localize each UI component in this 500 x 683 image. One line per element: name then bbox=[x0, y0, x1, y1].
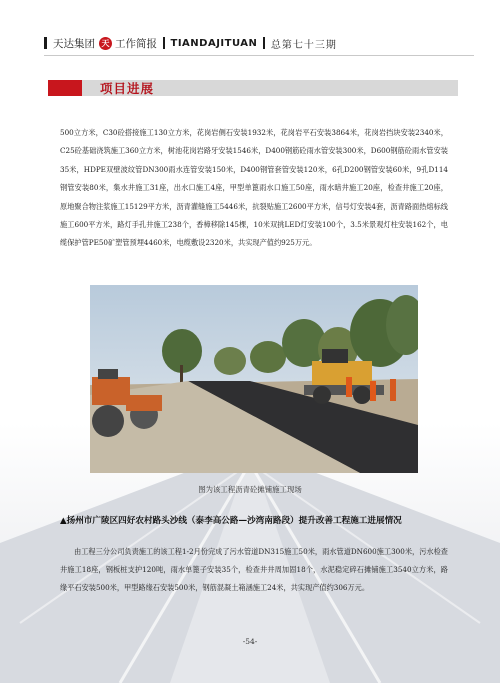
latin-name: TIANDAJITUAN bbox=[170, 37, 258, 49]
company-logo-icon: 天 bbox=[99, 37, 112, 50]
body-paragraph-2: 由工程三分公司负责施工的该工程1-2月份完成了污水管道DN315施工50米，雨水管道DN600施工300米，污水检查井施工18座，钢板桩支护120吨，雨水单篦子安装35个，检查井井周加固18个，水泥稳定碎石摊铺施工3540立方米，路缘平石安装500米，甲型路缘石安装500米，钢筋混凝土箱涵施工24米，共实现产值约306万元。 bbox=[60, 547, 448, 593]
section-tag-red-block bbox=[48, 80, 82, 96]
issue-number: 总第七十三期 bbox=[270, 39, 337, 51]
subsection-heading: ▲扬州市广陵区四好农村路头沙线（泰李高公路—沙湾南路段）提升改善工程施工进展情况 bbox=[60, 516, 402, 526]
section-title: 项目进展 bbox=[100, 81, 155, 96]
section-tag bbox=[48, 80, 458, 96]
construction-photo bbox=[90, 285, 418, 473]
publication-name: 工作简报 bbox=[115, 37, 157, 50]
header-separator bbox=[163, 37, 165, 49]
photo-caption: 图为该工程沥青砼摊铺施工现场 bbox=[198, 485, 302, 494]
header-rule bbox=[44, 55, 474, 56]
header-separator bbox=[263, 37, 265, 49]
page-number: -54- bbox=[242, 637, 258, 646]
group-name: 天达集团 bbox=[53, 37, 95, 50]
body-paragraph-1: 500立方米，C30砼搭接施工130立方米，花岗岩侧石安装1932米，花岗岩平石安装3864米，花岗岩挡块安装2340米，C25砼基础浇筑施工360立方米，树池花岗岩路牙安装1546米，D400钢筋砼雨水管安装300米，D600钢筋砼雨水管安装35米，HDPE双壁波纹管DN300雨水连管安装150米，D400钢管套管安装120米，6孔D200钢管安装60米，9孔D114钢管安装80米，集水井施工31座，出水口施工4座，甲型单篦雨水口施工50座，雨水暗井施工20座，检查井施工20座，原地聚合物注浆施工15129平方米，沥青灌缝施工5446米，抗裂贴施工2600平方米，信号灯安装4套，沥青路面热熔标线施工600平方米，路灯手孔井施工238个，香樟移除145棵，10米双挑LED灯安装100个，3.5米景观灯柱安装162个，电缆保护管PE50矿塑管预埋4460米，电缆敷设2320米，共实现产值约925万元。 bbox=[60, 128, 448, 248]
header-left-bar bbox=[44, 37, 47, 49]
page-header bbox=[44, 34, 474, 52]
